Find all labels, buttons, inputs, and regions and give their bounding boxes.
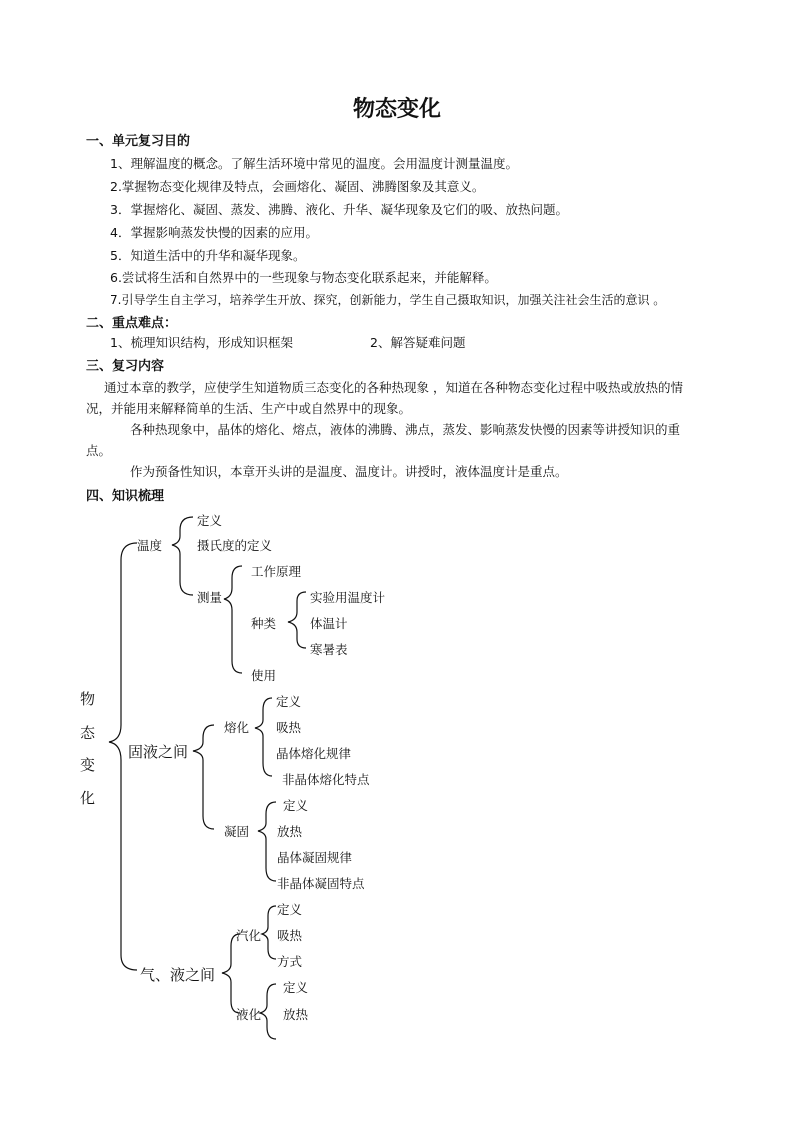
tree-leaf: 寒暑表 (310, 642, 348, 657)
tree-node-liquefaction: 液化 (236, 1007, 262, 1022)
tree-node-types: 种类 (251, 616, 277, 631)
tree-node-melting: 熔化 (224, 720, 250, 735)
tree-leaf: 晶体熔化规律 (276, 746, 352, 761)
tree-leaf: 定义 (277, 902, 303, 917)
tree-leaf: 吸热 (276, 720, 302, 735)
tree-leaf: 定义 (276, 694, 302, 709)
key-point-item: 1、梳理知识结构，形成知识框架 (110, 335, 293, 350)
section-heading-knowledge-map: 四、知识梳理 (86, 489, 165, 504)
tree-leaf: 吸热 (277, 928, 303, 943)
tree-root-char: 态 (80, 724, 96, 742)
tree-leaf: 放热 (283, 1007, 309, 1022)
tree-leaf: 方式 (277, 954, 303, 969)
objective-item: 5．知道生活中的升华和凝华现象。 (110, 248, 306, 263)
content-paragraph: 况，并能用来解释简单的生活、生产中或自然界中的现象。 (86, 401, 412, 416)
tree-leaf: 非晶体凝固特点 (277, 876, 365, 891)
section-heading-content: 三、复习内容 (86, 359, 165, 374)
objective-item: 1、理解温度的概念。了解生活环境中常见的温度。会用温度计测量温度。 (110, 156, 518, 171)
objective-item: 6.尝试将生活和自然界中的一些现象与物态变化联系起来，并能解释。 (110, 270, 497, 285)
objective-item: 3．掌握熔化、凝固、蒸发、沸腾、液化、升华、凝华现象及它们的吸、放热问题。 (110, 202, 568, 217)
tree-leaf: 摄氏度的定义 (197, 538, 273, 553)
tree-leaf: 实验用温度计 (310, 590, 386, 605)
tree-leaf: 使用 (251, 668, 277, 683)
tree-root-char: 物 (80, 690, 96, 708)
tree-root-char: 变 (80, 756, 96, 774)
page-title: 物态变化 (352, 96, 441, 122)
tree-leaf: 工作原理 (251, 564, 302, 579)
tree-leaf: 放热 (277, 824, 303, 839)
objective-item: 7.引导学生自主学习，培养学生开放、探究，创新能力，学生自己摄取知识，加强关注社会生活的意识 。 (110, 293, 666, 307)
key-point-item: 2、解答疑难问题 (370, 335, 466, 350)
tree-node-solidification: 凝固 (224, 824, 250, 839)
tree-leaf: 晶体凝固规律 (277, 850, 353, 865)
tree-root-char: 化 (80, 789, 96, 807)
tree-node-measurement: 测量 (197, 590, 223, 605)
objective-item: 4．掌握影响蒸发快慢的因素的应用。 (110, 225, 318, 240)
objective-item: 2.掌握物态变化规律及特点，会画熔化、凝固、沸腾图象及其意义。 (110, 179, 485, 194)
section-heading-objectives: 一、单元复习目的 (86, 134, 191, 149)
section-heading-key-points: 二、重点难点： (86, 316, 178, 331)
tree-leaf: 定义 (283, 798, 309, 813)
tree-leaf: 非晶体熔化特点 (282, 772, 370, 787)
content-paragraph: 通过本章的教学，应使学生知道物质三态变化的各种热现象 ，知道在各种物态变化过程中吸热或放热的情 (104, 380, 683, 395)
tree-node-vaporization: 汽化 (236, 928, 262, 943)
tree-node-temperature: 温度 (137, 538, 163, 553)
tree-node-solid-liquid: 固液之间 (128, 743, 189, 761)
tree-leaf: 定义 (283, 980, 309, 995)
content-paragraph: 作为预备性知识，本章开头讲的是温度、温度计。讲授时，液体温度计是重点。 (130, 464, 568, 479)
tree-node-gas-liquid: 气、液之间 (140, 966, 216, 984)
tree-leaf: 体温计 (310, 616, 348, 631)
tree-leaf: 定义 (197, 513, 223, 528)
content-paragraph: 点。 (86, 443, 112, 458)
content-paragraph: 各种热现象中，晶体的熔化、熔点，液体的沸腾、沸点，蒸发、影响蒸发快慢的因素等讲授知识的重 (130, 422, 681, 437)
